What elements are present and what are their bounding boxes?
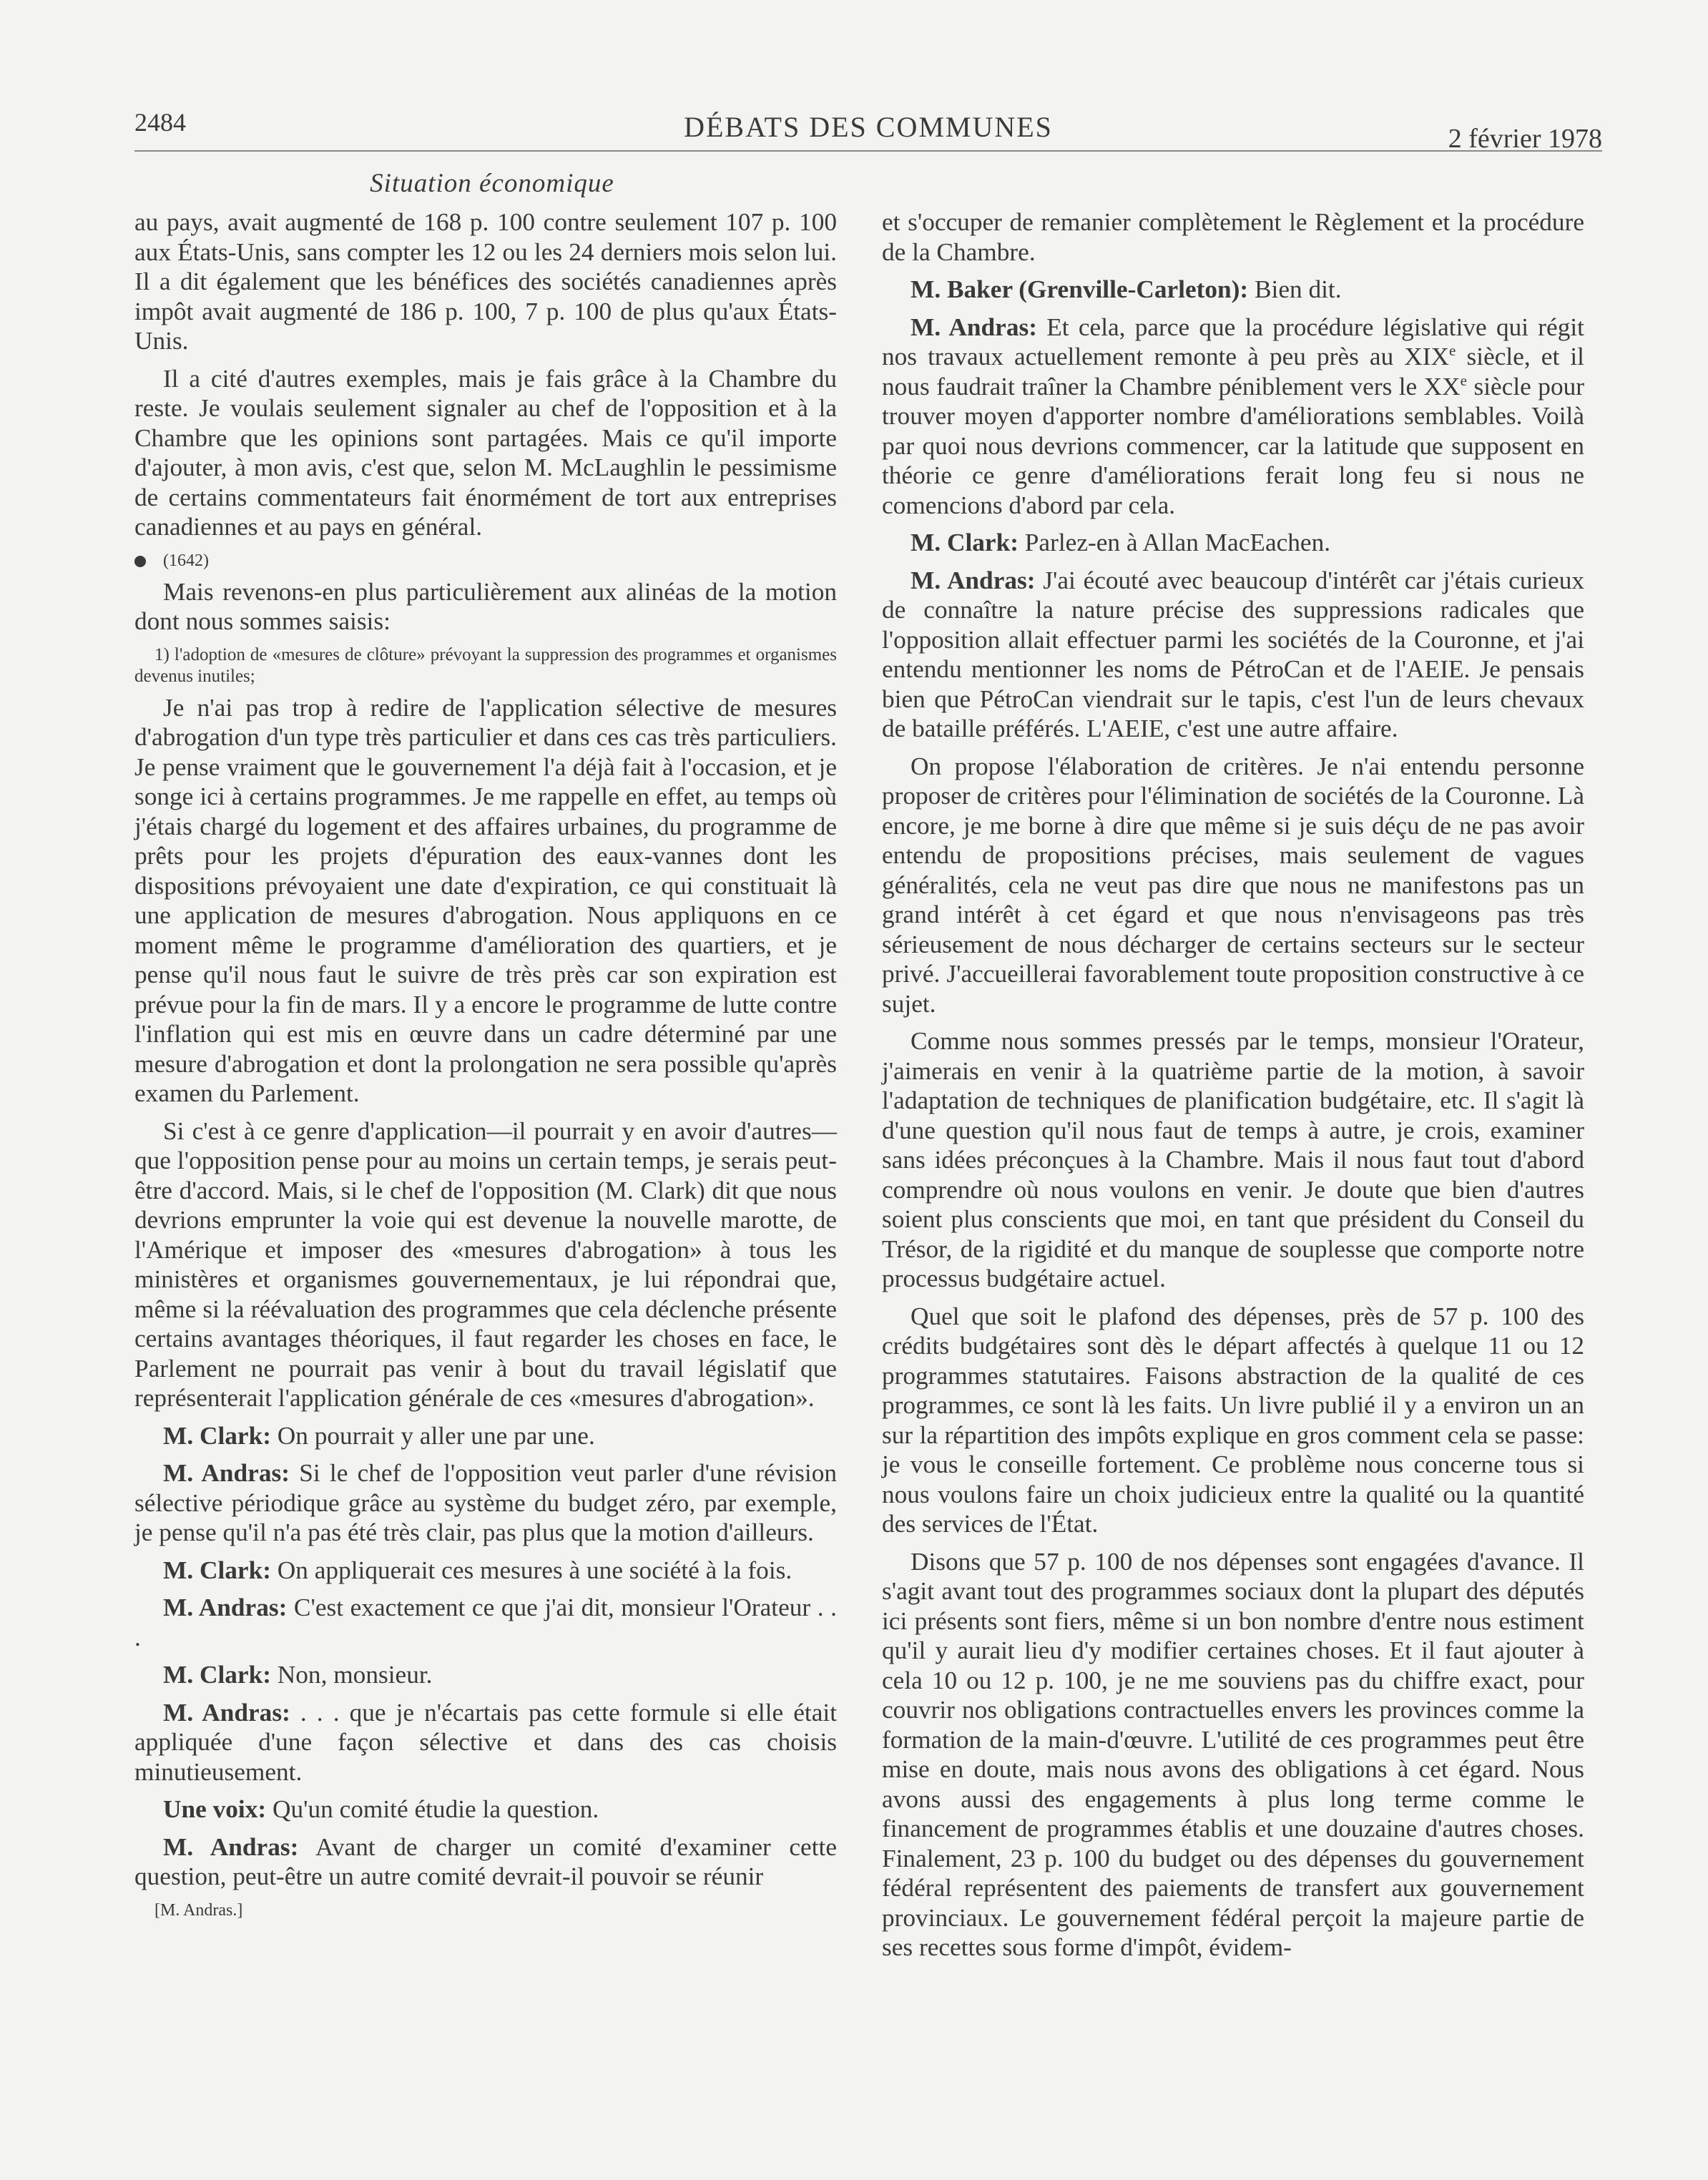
superscript: e (1460, 371, 1468, 389)
speech-text: siècle pour trouver moyen d'apporter nombre d'améliorations semblables. Voilà par quoi nous devrions commencer, car la latitude que supposent en théorie ce genre d'améliorations ferait long feu si nous ne comencions d'abord par cela. (882, 372, 1584, 519)
speech (134, 1832, 837, 1892)
speech (882, 528, 1584, 558)
speaker-name: M. Andras: (163, 1459, 290, 1487)
paragraph: Si c'est à ce genre d'application—il pourrait y en avoir d'autres—que l'opposition pense pour au moins un certain temps, je serais peut-être d'accord. Mais, si le chef de l'opposition (M. Clark) dit que nous devrions emprunter la voie qui est devenue la nouvelle marotte, de l'Amérique et imposer des «mesures d'abrogation» à tous les ministères et organismes gouvernementaux, je lui répondrai que, même si la réévaluation des programmes que cela déclenche présente certains avantages théoriques, il faut regarder les choses en face, le Parlement ne pourrait pas venir à bout du travail législatif que représenterait l'application générale de ces «mesures d'abrogation». (134, 1116, 837, 1412)
paragraph: Mais revenons-en plus particulièrement aux alinéas de la motion dont nous sommes saisis: (134, 577, 837, 635)
speech (882, 275, 1584, 305)
speaker-name: M. Clark: (911, 529, 1019, 556)
speaker-name: Une voix: (163, 1795, 267, 1823)
speech-text: Non, monsieur. (270, 1661, 433, 1689)
speaker-name: M. Clark: (163, 1556, 271, 1584)
speaker-name: M. Clark: (163, 1661, 271, 1689)
speech-text: Si le chef de l'opposition veut parler d'une révision sélective périodique grâce au système du budget zéro, par exemple, je pense qu'il n'a pas été très clair, pas plus que la motion d'ailleurs. (134, 1459, 837, 1546)
section-subtitle: Situation économique (370, 169, 614, 198)
paragraph: Comme nous sommes pressés par le temps, monsieur l'Orateur, j'aimerais en venir à la quatrième partie de la motion, à savoir l'adaptation de techniques de planification budgétaire, etc. Il s'agit là d'une question qu'il nous faut de temps à autre, je crois, examiner sans idées préconçues à la Chambre. Mais il nous faut tout d'abord comprendre où nous voulons en venir. Je doute que bien d'autres soient plus conscients que moi, en tant que président du Conseil du Trésor, de la rigidité et du manque de souplesse que comporte notre processus budgétaire actuel. (882, 1027, 1584, 1292)
speech-text: Qu'un comité étudie la question. (266, 1795, 599, 1823)
speech-text: On appliquerait ces mesures à une société à la fois. (270, 1556, 792, 1584)
speech-text: Et cela, parce que la procédure législative qui régit nos travaux actuellement remonte à peu près au XIX (882, 313, 1584, 370)
speech-text: Parlez-en à Allan MacEachen. (1018, 529, 1331, 556)
speaker-name: M. Andras: (163, 1698, 290, 1727)
speech (134, 1556, 837, 1586)
paragraph: Quel que soit le plafond des dépenses, près de 57 p. 100 des crédits budgétaires sont dès le départ affectés à quelque 11 ou 12 programmes statutaires. Faisons abstraction de la qualité de ces programmes, ce sont là les faits. Un livre publié il y a environ un an sur la répartition des impôts explique en gros comment cela se passe: je vous le conseille fortement. Ce problème nous concerne tous si nous voulons faire un choix judicieux entre la qualité ou la quantité des services de l'État. (882, 1302, 1584, 1538)
motion-quote: 1) l'adoption de «mesures de clôture» prévoyant la suppression des programmes et organismes devenus inutiles; (134, 644, 837, 686)
speech-text: . . . que je n'écartais pas cette formule si elle était appliquée d'une façon sélective et dans des cas choisis minutieusement. (134, 1698, 838, 1786)
paragraph: Je n'ai pas trop à redire de l'application sélective de mesures d'abrogation d'un type très particulier et dans ces cas très particuliers. Je pense vraiment que le gouvernement l'a déjà fait à l'occasion, et je songe ici à certains programmes. Je me rappelle en effet, au temps où j'étais chargé du logement et des affaires urbaines, du programme de prêts pour les projets d'épuration des eaux-vannes dont les dispositions prévoyaient une date d'expiration, ce qui constituait là une application de mesures d'abrogation. Nous appliquons en ce moment même le programme d'amélioration des quartiers, et je pense qu'il nous faut le suivre de très près car son expiration est prévue pour la fin de mars. Il y a encore le programme de lutte contre l'inflation qui est mis en œuvre dans un cadre déterminé par une mesure d'abrogation et dont la prolongation ne sera possible qu'après examen du Parlement. (134, 693, 837, 1107)
paragraph: Disons que 57 p. 100 de nos dépenses sont engagées d'avance. Il s'agit avant tout des programmes sociaux dont la plupart des députés ici présents sont fiers, même si un bon nombre d'entre nous estiment qu'il y aurait lieu d'y modifier certaines choses. Et il faut ajouter à cela 10 ou 12 p. 100, je ne me souviens pas du chiffre exact, pour couvrir nos obligations contractuelles envers les provinces comme la formation de la main-d'œuvre. L'utilité de ces programmes peut être mise en doute, mais nous avons des obligations à cet égard. Nous avons aussi des engagements à plus long terme comme le financement de programmes établis et une douzaine d'autres choses. Finalement, 23 p. 100 du budget ou des dépenses du gouvernement fédéral représentent des paiements de transfert aux gouvernement provinciaux. Le gouvernement fédéral perçoit la majeure partie de ses recettes sous forme d'impôt, évidem- (882, 1547, 1584, 1961)
bullet-icon (134, 556, 146, 567)
speech (134, 1794, 837, 1825)
speaker-name: M. Andras: (911, 313, 1037, 341)
speech-text: Bien dit. (1248, 275, 1342, 303)
speech (134, 1660, 837, 1690)
speaker-name: M. Clark: (163, 1421, 271, 1450)
page-header (134, 107, 1602, 157)
time-marker (134, 550, 837, 571)
journal-title: DÉBATS DES COMMUNES (684, 111, 1053, 143)
header-rule (134, 150, 1602, 152)
paragraph: On propose l'élaboration de critères. Je n'ai entendu personne proposer de critères pour l'élimination de sociétés de la Couronne. Là encore, je me borne à dire que même si je suis déçu de ne pas avoir entendu de propositions précises, mais seulement de vagues généralités, cela ne veut pas dire que nous ne manifestons pas un grand intérêt à cet égard et que nous n'envisageons pas très sérieusement de nous décharger de certains secteurs sur le secteur privé. J'accueillerai favorablement toute proposition constructive à ce sujet. (882, 752, 1584, 1018)
page-number: 2484 (134, 108, 186, 137)
speaker-footnote: [M. Andras.] (154, 1900, 243, 1920)
speech (134, 1421, 837, 1451)
speech-text: J'ai écouté avec beaucoup d'intérêt car j'étais curieux de connaître la nature précise des suppressions radicales que l'opposition allait effectuer parmi les sociétés de la Couronne, et j'ai entendu mentionner les noms de PétroCan et de l'AEIE. Je pensais bien que PétroCan viendrait sur le tapis, c'est l'un de leurs chevaux de bataille préférés. L'AEIE, c'est une autre affaire. (882, 566, 1584, 742)
speech (134, 1593, 837, 1652)
time-marker-text: (1642) (163, 551, 209, 570)
speech (882, 313, 1584, 521)
page-date: 2 février 1978 (1448, 124, 1602, 154)
paragraph: et s'occuper de remanier complètement le Règlement et la procédure de la Chambre. (882, 208, 1584, 266)
left-column (134, 207, 837, 1929)
speech-text: Avant de charger un comité d'examiner cette question, peut-être un autre comité devrait-il pouvoir se réunir (134, 1832, 837, 1890)
speech-text: On pourrait y aller une par une. (270, 1421, 595, 1450)
speaker-name: M. Baker (Grenville-Carleton): (911, 275, 1249, 303)
speech (134, 1458, 837, 1548)
speech (134, 1698, 837, 1787)
speaker-name: M. Andras: (163, 1594, 288, 1621)
speech (882, 566, 1584, 744)
paragraph: au pays, avait augmenté de 168 p. 100 contre seulement 107 p. 100 aux États-Unis, sans compter les 12 ou les 24 derniers mois selon lui. Il a dit également que les bénéfices des sociétés canadiennes après impôt avait augmenté de 186 p. 100, 7 p. 100 de plus qu'aux États-Unis. (134, 208, 837, 355)
speech-text: siècle, et il nous faudrait traîner la Chambre péniblement vers le XX (882, 343, 1584, 401)
speaker-name: M. Andras: (163, 1832, 299, 1861)
speaker-name: M. Andras: (911, 566, 1036, 594)
superscript: e (1449, 342, 1456, 360)
paragraph: Il a cité d'autres exemples, mais je fais grâce à la Chambre du reste. Je voulais seulement signaler au chef de l'opposition et à la Chambre que les opinions sont partagées. Mais ce qu'il importe d'ajouter, à mon avis, c'est que, selon M. McLaughlin le pessimisme de certains commentateurs fait énormément de tort aux entreprises canadiennes et au pays en général. (134, 364, 837, 541)
right-column (882, 207, 1584, 1970)
speech-text: C'est exactement ce que j'ai dit, monsieur l'Orateur . . . (134, 1594, 837, 1651)
